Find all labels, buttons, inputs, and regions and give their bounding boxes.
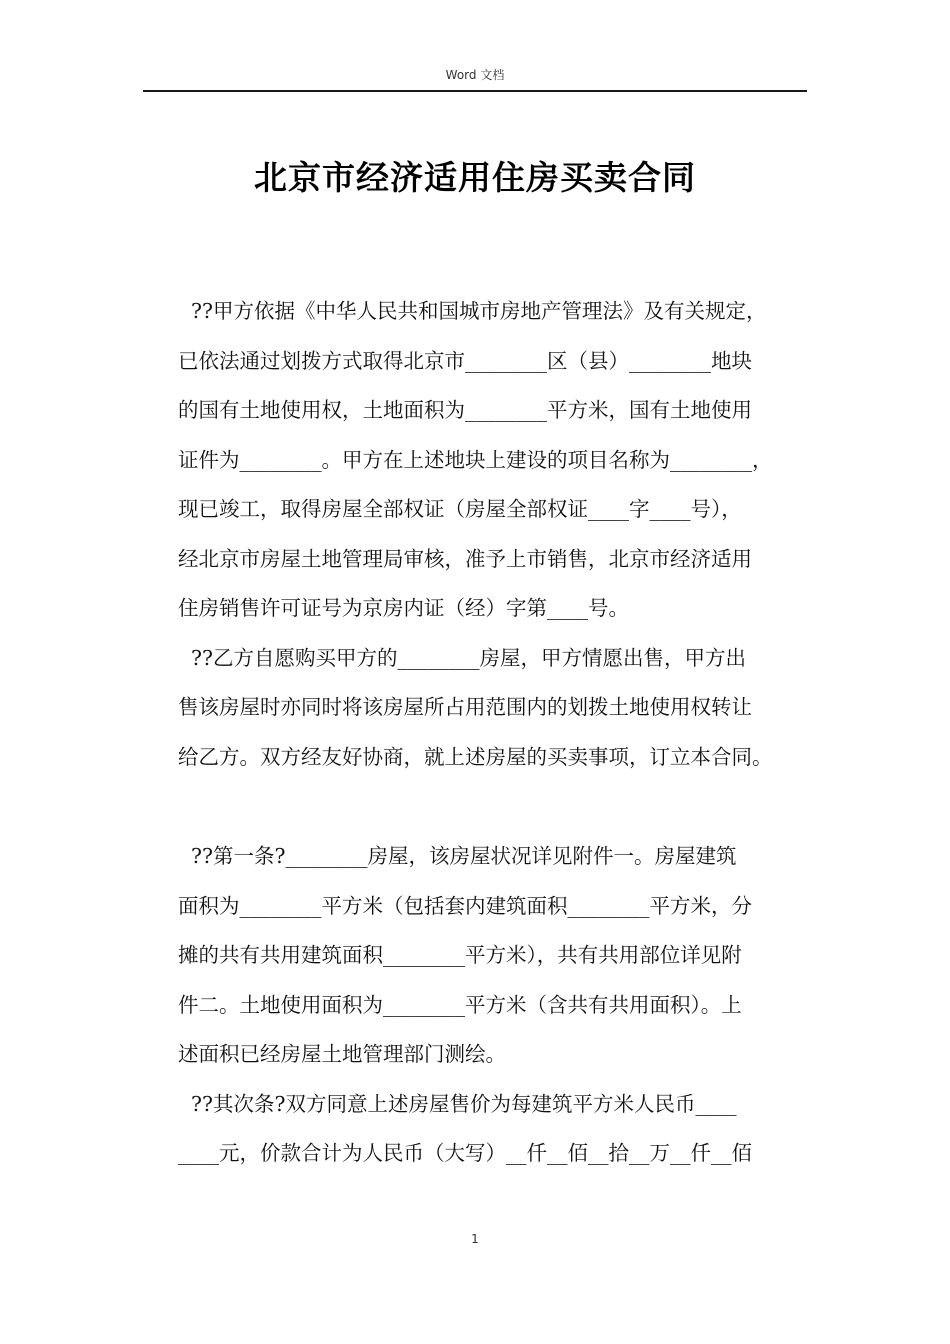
text-line: ??第一条?________房屋，该房屋状况详见附件一。房屋建筑 [178, 844, 737, 868]
text-line: 已依法通过划拨方式取得北京市________区（县）________地块 [178, 348, 752, 373]
text-line: 售该房屋时亦同时将该房屋所占用范围内的划拨土地使用权转让 [178, 695, 752, 719]
text-line: ??乙方自愿购买甲方的________房屋，甲方情愿出售，甲方出 [178, 645, 747, 670]
text-line: 现已竣工，取得房屋全部权证（房屋全部权证____字____号）， [178, 497, 742, 521]
text-line: 给乙方。双方经友好协商，就上述房屋的买卖事项，订立本合同。 [178, 744, 773, 769]
text-line: 面积为________平方米（包括套内建筑面积________平方米，分 [178, 893, 752, 918]
text-line: 住房销售许可证号为京房内证（经）字第____号。 [178, 596, 629, 620]
text-line: 证件为________。甲方在上述地块上建设的项目名称为________， [178, 447, 773, 472]
text-line: 经北京市房屋土地管理局审核，准予上市销售，北京市经济适用 [178, 546, 752, 571]
page-header [143, 64, 807, 92]
text-line: 件二。土地使用面积为________平方米（含共有共用面积）。上 [178, 992, 742, 1017]
text-line: 述面积已经房屋土地管理部门测绘。 [178, 1042, 506, 1066]
text-line: 的国有土地使用权，土地面积为________平方米，国有土地使用 [178, 398, 752, 422]
document-title: 北京市经济适用住房买卖合同 [254, 158, 696, 197]
articles-section [178, 832, 806, 1179]
text-line: ??甲方依据《中华人民共和国城市房地产管理法》及有关规定， [178, 299, 767, 323]
text-line: ??其次条?双方同意上述房屋售价为每建筑平方米人民币____ [178, 1091, 737, 1116]
text-line: ____元，价款合计为人民币（大写）__仟__佰__拾__万__仟__佰 [178, 1141, 752, 1165]
header-label: Word 文档 [445, 68, 505, 82]
page-number: 1 [471, 1232, 479, 1246]
text-line: 摊的共有共用建筑面积________平方米），共有共用部位详见附 [178, 943, 742, 967]
preamble-section [178, 287, 806, 782]
